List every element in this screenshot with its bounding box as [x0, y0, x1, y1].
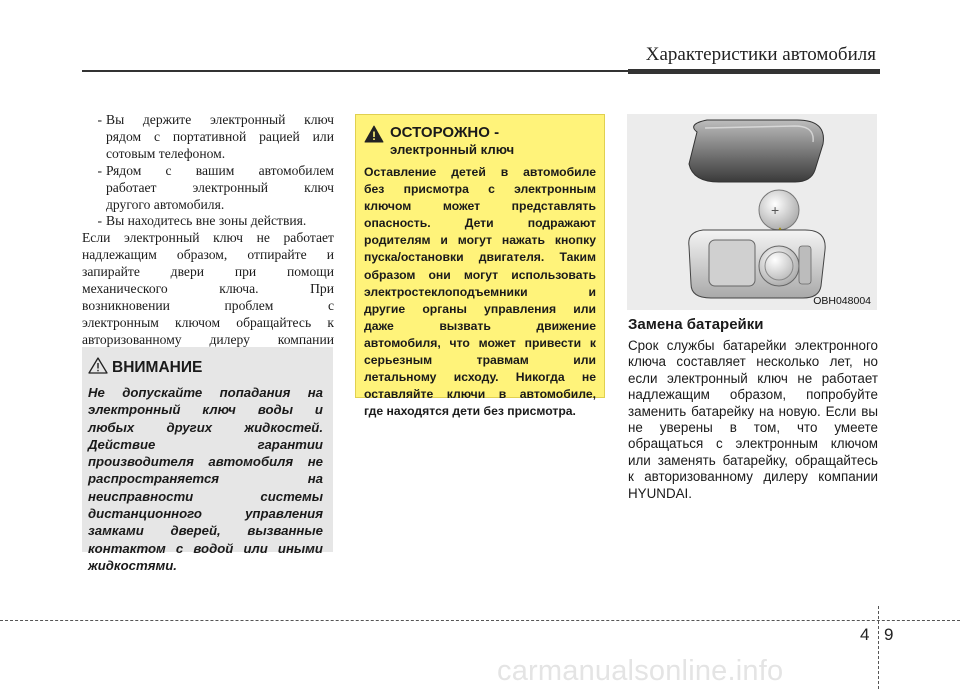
key-malfunction-paragraph [82, 230, 334, 365]
paragraph-line: надлежащим образом, отпирайте и [82, 247, 334, 263]
battery-section-title: Замена батарейки [628, 316, 764, 333]
warning-line: без присмотра с электронным [364, 182, 596, 197]
paragraph-line: возникновении проблем с [82, 297, 334, 313]
footer-divider [878, 606, 879, 689]
battery-line: Срок службы батарейки электронного [628, 338, 878, 353]
battery-line: заменить батарейку на новую. Если вы [628, 403, 878, 419]
key-fob-battery-illustration [627, 114, 877, 310]
bullet-line: сотовым телефоном. [106, 145, 226, 161]
notice-text [88, 384, 323, 574]
battery-line: ключа составляет несколько лет, но [628, 354, 878, 370]
header-rule-accent [628, 69, 880, 74]
notice-title: ВНИМАНИЕ [112, 359, 203, 376]
warning-line: серьезным травмам или [364, 353, 596, 368]
footer-rule [0, 620, 960, 621]
paragraph-line: механического ключа. При [82, 281, 334, 297]
battery-line: или заменять батарейку, обращайтесь [628, 452, 878, 468]
warning-box [355, 114, 605, 419]
warning-header [364, 124, 596, 158]
bullet-line: Рядом с вашим автомобилем [106, 162, 334, 178]
bullet-item [82, 112, 334, 163]
battery-line: если электронный ключ не работает [628, 370, 878, 386]
warning-line: Оставление детей в автомобиле [364, 165, 596, 179]
bullet-line: рядом с портативной рацией или [106, 128, 334, 144]
battery-line: не уверены в том, что умеете [628, 420, 878, 436]
warning-triangle-icon [364, 125, 390, 147]
battery-line: надлежащим образом, попробуйте [628, 387, 878, 403]
chapter-number: 4 [860, 625, 870, 644]
figure-code: OBH048004 [813, 295, 871, 307]
page-number: 9 [884, 625, 894, 644]
warning-title-line: ОСТОРОЖНО - [390, 124, 500, 141]
warning-line: опасность. Дети подражают [364, 216, 596, 231]
notice-line: неисправности системы [88, 488, 323, 504]
watermark: carmanualsonline.info [497, 655, 784, 687]
warning-line: даже вызвать движение [364, 318, 596, 333]
left-column [82, 112, 334, 366]
bullet-line: Вы находитесь вне зоны действия. [106, 213, 307, 229]
paragraph-line: запирайте двери при помощи [82, 264, 334, 280]
bullet-item [82, 163, 334, 214]
page-header-title: Характеристики автомобиля [645, 44, 876, 65]
battery-line: к авторизованному дилеру компании [628, 469, 878, 485]
battery-line: обращаться с электронным ключом [628, 436, 878, 452]
notice-line: электронный ключ воды и [88, 402, 323, 418]
bullet-line: другого автомобиля. [106, 196, 225, 212]
battery-section-text [628, 338, 878, 502]
notice-line: Действие гарантии [88, 436, 323, 452]
warning-line: образом они могут использовать [364, 267, 596, 282]
warning-title-line: электронный ключ [390, 142, 515, 157]
notice-line: производителя автомобиля не [88, 454, 323, 470]
bullet-line: работает электронный ключ [106, 179, 334, 195]
notice-line: распространяется на [88, 471, 323, 487]
notice-box [82, 347, 333, 573]
warning-line: родителям и могут нажать кнопку [364, 233, 596, 248]
notice-header [88, 357, 323, 379]
paragraph-line: авторизованному дилеру компании [82, 331, 334, 347]
notice-line: жидкостями. [88, 557, 177, 573]
warning-line: летальному исходу. Никогда не [364, 370, 596, 385]
notice-line: замками дверей, вызванные [88, 523, 323, 539]
warning-line: ключом может представлять [364, 199, 596, 214]
bullet-dash: - [97, 213, 102, 229]
notice-line: любых других жидкостей. [88, 419, 323, 435]
warning-line: пуска/остановки двигателя. Таким [364, 250, 596, 265]
bullet-line: Вы держите электронный ключ [106, 112, 334, 127]
paragraph-line: Если электронный ключ не работает [82, 230, 334, 246]
notice-line: контактом с водой или иными [88, 540, 323, 556]
warning-text [364, 164, 596, 420]
notice-line: дистанционного управления [88, 506, 323, 522]
key-fob-battery-icon [627, 114, 877, 310]
bullet-dash: - [97, 162, 102, 178]
caution-triangle-icon [88, 357, 108, 379]
warning-line: автомобиля, что может привести к [364, 335, 596, 350]
paragraph-line: электронным ключом обращайтесь к [82, 314, 334, 330]
bullet-dash: - [97, 112, 102, 127]
svg-text:+: + [771, 202, 780, 218]
battery-line: HYUNDAI. [628, 485, 692, 501]
bullet-item [82, 213, 334, 230]
warning-line: другие органы управления или [364, 301, 596, 316]
notice-line: Не допускайте попадания на [88, 385, 323, 400]
warning-line: электростеклоподъемники и [364, 284, 596, 299]
warning-line: где находятся дети без присмотра. [364, 404, 576, 419]
warning-line: оставляйте ключи в автомобиле, [364, 387, 596, 402]
